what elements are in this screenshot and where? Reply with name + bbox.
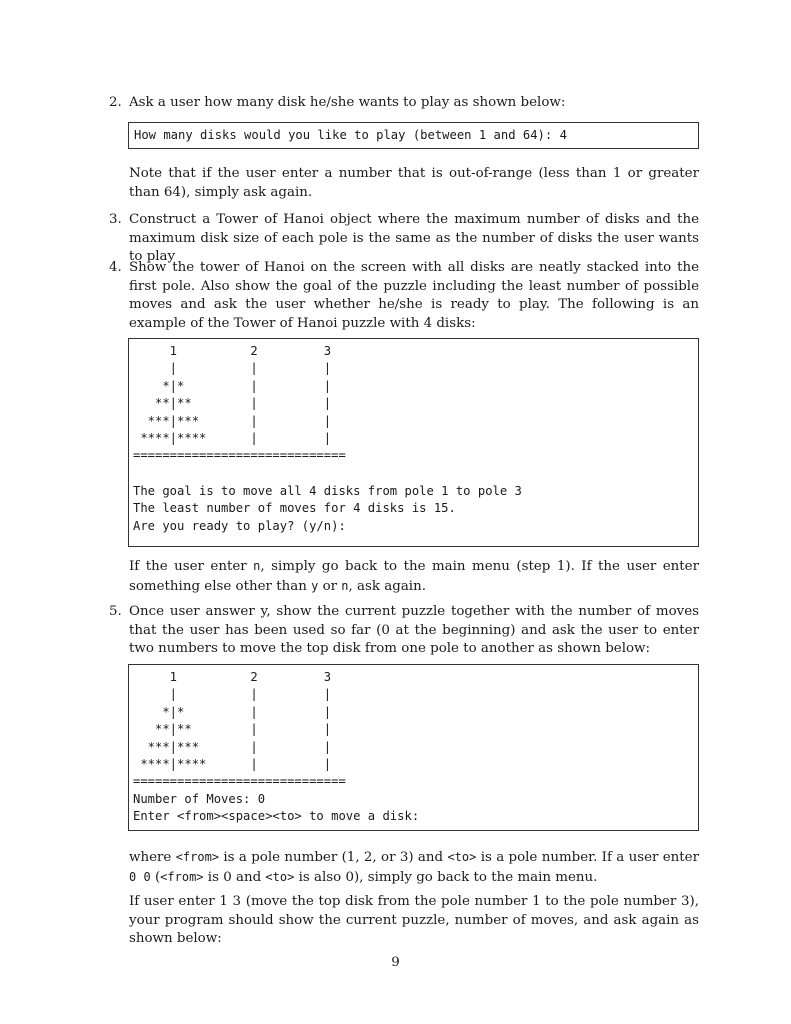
tower-line: ***|*** | | bbox=[133, 413, 332, 428]
list-item-4 bbox=[109, 259, 699, 335]
item-number: 4. bbox=[109, 260, 122, 275]
moves-display-box bbox=[128, 664, 699, 831]
tower-line: *|* | | bbox=[133, 378, 332, 393]
tower-line: 1 2 3 bbox=[133, 670, 332, 684]
page-number: 9 bbox=[391, 955, 400, 970]
moves-output bbox=[133, 791, 419, 826]
item-text: Construct a Tower of Hanoi object where the maximum number of disks and the maximum disk size of each pole is the same as the number of disks the user wants to play bbox=[129, 212, 699, 264]
item-number: 3. bbox=[109, 212, 122, 227]
moves-count-line: Number of Moves: 0 bbox=[133, 792, 266, 806]
tower-line: *|* | | bbox=[133, 704, 332, 719]
tower-line: 1 2 3 bbox=[133, 344, 332, 358]
tower-line: ****|**** | | bbox=[133, 431, 332, 446]
prompt-box bbox=[128, 122, 699, 149]
goal-line: The goal is to move all 4 disks from pole 1 to pole 3 bbox=[133, 484, 522, 498]
tower-line: ****|**** | | bbox=[133, 757, 332, 772]
goal-output bbox=[133, 483, 522, 535]
item-text: Ask a user how many disk he/she wants to play as shown below: bbox=[129, 95, 566, 110]
tower-base: ============================= bbox=[133, 448, 346, 463]
tower-line: ***|*** | | bbox=[133, 739, 332, 754]
list-item-3 bbox=[109, 211, 699, 264]
where-paragraph: where <from> is a pole number (1, 2, or 3) and <to> is a pole number. If a user enter 0 0 (<from> is 0 and <to> is also 0), simply go back to the main menu. bbox=[129, 850, 700, 885]
note-paragraph: Note that if the user enter a number that is out-of-range (less than 1 or greater than 64), simply ask again. bbox=[129, 166, 699, 200]
step4-followup-paragraph: If the user enter n, simply go back to the main menu (step 1). If the user enter something else other than y or n, ask again. bbox=[129, 559, 699, 594]
tower-base: ============================= bbox=[133, 774, 346, 789]
tower-line: | | | bbox=[133, 687, 332, 702]
tower-display-box bbox=[128, 338, 699, 547]
least-moves-line: The least number of moves for 4 disks is 15. bbox=[133, 501, 456, 516]
list-item-2 bbox=[109, 94, 699, 114]
closing-paragraph: If user enter 1 3 (move the top disk from the pole number 1 to the pole number 3), your program should show the current puzzle, number of moves, and ask again as shown below: bbox=[129, 894, 699, 946]
item-number: 5. bbox=[109, 604, 122, 619]
list-item-5 bbox=[109, 603, 699, 661]
item-number: 2. bbox=[109, 95, 122, 110]
prompt-text: How many disks would you like to play (between 1 and 64): 4 bbox=[134, 128, 567, 142]
tower-line: **|** | | bbox=[133, 396, 332, 411]
enter-move-prompt: Enter <from><space><to> to move a disk: bbox=[133, 809, 420, 824]
item-text: Once user answer y, show the current puzzle together with the number of moves that the user has been used so far (0 at the beginning) and ask the user to enter two numbers to move the top disk from one pole to another as shown below: bbox=[129, 604, 699, 656]
tower-line: | | | bbox=[133, 361, 332, 376]
tower-line: **|** | | bbox=[133, 722, 332, 737]
ready-prompt: Are you ready to play? (y/n): bbox=[133, 518, 346, 533]
tower-diagram bbox=[133, 669, 346, 791]
tower-diagram bbox=[133, 343, 346, 465]
item-text: Show the tower of Hanoi on the screen with all disks are neatly stacked into the first pole. Also show the goal of the puzzle including the least number of possible moves and ask the user whether he/she is ready to play. The following is an example of the Tower of Hanoi puzzle with 4 disks: bbox=[129, 260, 699, 331]
